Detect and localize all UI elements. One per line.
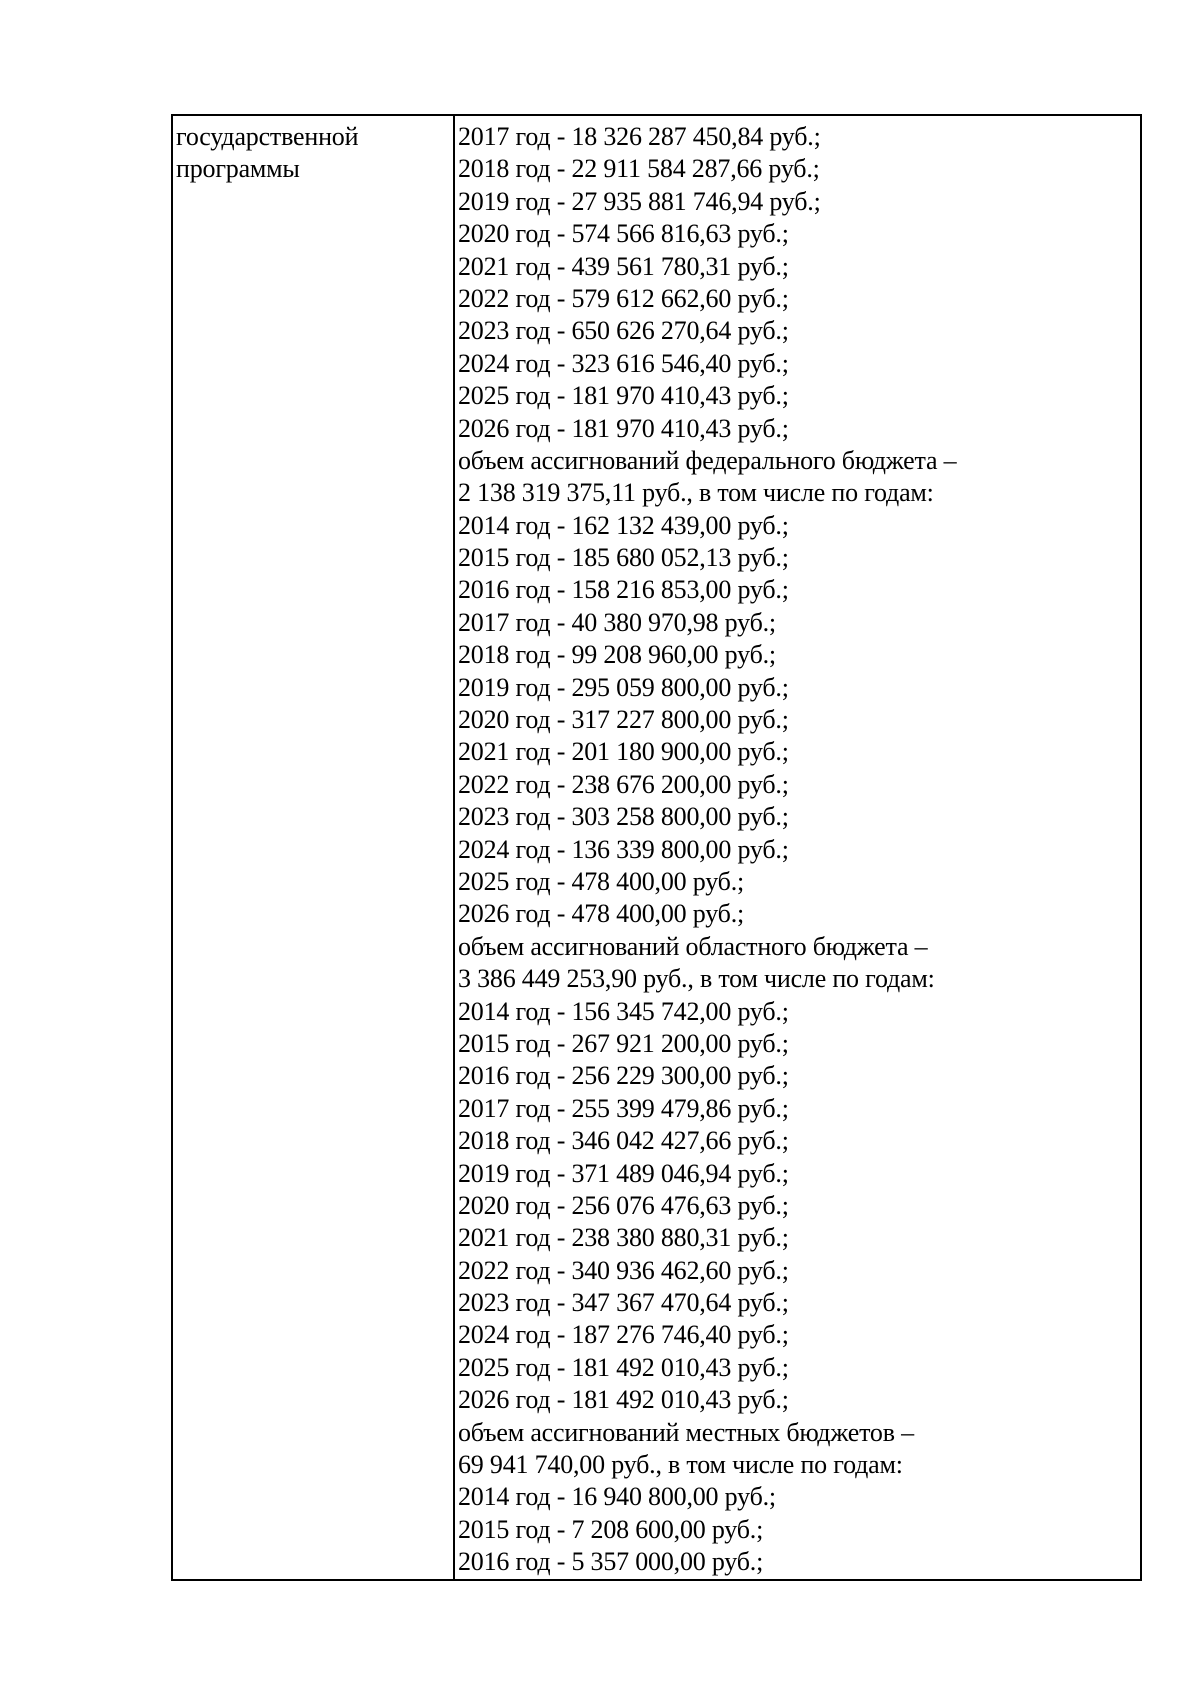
- funding-line: 2019 год - 295 059 800,00 руб.;: [458, 672, 789, 702]
- funding-line: 2021 год - 238 380 880,31 руб.;: [458, 1223, 789, 1253]
- funding-line: 2 138 319 375,11 руб., в том числе по годам:: [458, 478, 934, 508]
- funding-table: [171, 114, 1142, 1581]
- funding-line: 2014 год - 16 940 800,00 руб.;: [458, 1482, 776, 1512]
- funding-line: 2021 год - 201 180 900,00 руб.;: [458, 737, 789, 767]
- funding-line: 2016 год - 158 216 853,00 руб.;: [458, 575, 789, 605]
- label-line: государственной: [176, 122, 359, 151]
- funding-line: 2019 год - 27 935 881 746,94 руб.;: [458, 186, 821, 216]
- funding-line: объем ассигнований федерального бюджета –: [458, 445, 957, 475]
- funding-line: 2018 год - 99 208 960,00 руб.;: [458, 640, 776, 670]
- funding-line: 2023 год - 650 626 270,64 руб.;: [458, 316, 789, 346]
- funding-line: 2017 год - 40 380 970,98 руб.;: [458, 607, 776, 637]
- funding-line: 2017 год - 255 399 479,86 руб.;: [458, 1093, 789, 1123]
- funding-line: объем ассигнований местных бюджетов –: [458, 1417, 914, 1447]
- funding-line: 2020 год - 317 227 800,00 руб.;: [458, 705, 789, 735]
- table-label-cell: [173, 116, 455, 1579]
- table-value-cell: [455, 116, 1140, 1579]
- funding-line: 2026 год - 181 970 410,43 руб.;: [458, 413, 789, 443]
- funding-line: 2014 год - 156 345 742,00 руб.;: [458, 996, 789, 1026]
- funding-line: 2018 год - 22 911 584 287,66 руб.;: [458, 154, 820, 184]
- funding-line: 2024 год - 136 339 800,00 руб.;: [458, 834, 789, 864]
- funding-line: 2017 год - 18 326 287 450,84 руб.;: [458, 122, 821, 151]
- funding-line: 2022 год - 340 936 462,60 руб.;: [458, 1255, 789, 1285]
- funding-line: 2022 год - 238 676 200,00 руб.;: [458, 769, 789, 799]
- funding-line: 2025 год - 181 492 010,43 руб.;: [458, 1352, 789, 1382]
- funding-line: 2023 год - 347 367 470,64 руб.;: [458, 1288, 789, 1318]
- funding-line: 2014 год - 162 132 439,00 руб.;: [458, 510, 789, 540]
- funding-line: 2015 год - 185 680 052,13 руб.;: [458, 543, 789, 573]
- funding-line: объем ассигнований областного бюджета –: [458, 931, 928, 961]
- funding-line: 2020 год - 574 566 816,63 руб.;: [458, 219, 789, 249]
- funding-line: 3 386 449 253,90 руб., в том числе по годам:: [458, 964, 935, 994]
- funding-line: 2022 год - 579 612 662,60 руб.;: [458, 283, 789, 313]
- funding-line: 2019 год - 371 489 046,94 руб.;: [458, 1158, 789, 1188]
- funding-line: 2024 год - 323 616 546,40 руб.;: [458, 348, 789, 378]
- funding-line: 2025 год - 181 970 410,43 руб.;: [458, 381, 789, 411]
- funding-line: 2015 год - 267 921 200,00 руб.;: [458, 1028, 789, 1058]
- funding-line: 2026 год - 478 400,00 руб.;: [458, 899, 745, 929]
- funding-line: 2016 год - 5 357 000,00 руб.;: [458, 1547, 764, 1577]
- label-line: программы: [176, 154, 300, 184]
- funding-line: 2016 год - 256 229 300,00 руб.;: [458, 1061, 789, 1091]
- funding-line: 2015 год - 7 208 600,00 руб.;: [458, 1514, 764, 1544]
- funding-line: 2024 год - 187 276 746,40 руб.;: [458, 1320, 789, 1350]
- funding-line: 2020 год - 256 076 476,63 руб.;: [458, 1190, 789, 1220]
- funding-line: 2021 год - 439 561 780,31 руб.;: [458, 251, 789, 281]
- funding-line: 2023 год - 303 258 800,00 руб.;: [458, 802, 789, 832]
- funding-line: 2025 год - 478 400,00 руб.;: [458, 866, 745, 896]
- funding-line: 69 941 740,00 руб., в том числе по годам:: [458, 1450, 903, 1480]
- funding-line: 2026 год - 181 492 010,43 руб.;: [458, 1385, 789, 1415]
- funding-line: 2018 год - 346 042 427,66 руб.;: [458, 1126, 789, 1156]
